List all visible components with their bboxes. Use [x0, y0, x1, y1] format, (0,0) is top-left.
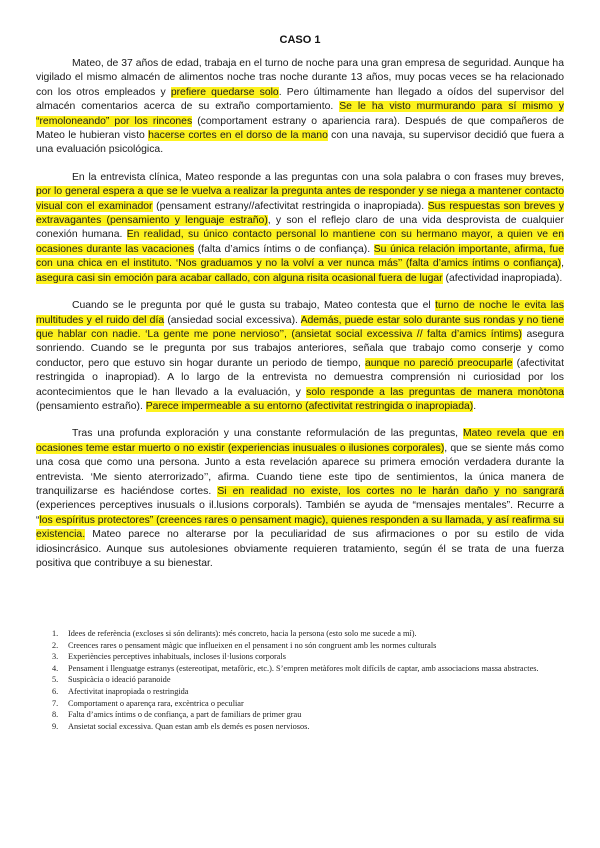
- list-item: [52, 698, 572, 710]
- text-run: (ansiedad social excessiva).: [164, 314, 301, 326]
- highlighted-text: asegura casi sin emoción para acabar callado, con alguna risita ocasional fuera de lugar: [36, 272, 443, 284]
- text-run: (falta d’amics íntims o de confiança).: [194, 243, 374, 255]
- highlighted-text: turno de noche le evita las multitudes y el ruido del día: [36, 300, 565, 326]
- text-run: , y son el reflejo claro de una vida desprovista de cualquier conexión humana.: [36, 215, 564, 241]
- text-run: , que se siente más como una cosa que como una persona. Junto a esta revelación aparece su primera emoción verdadera durante la entrevista. ‘Me siento aterrorizado’’, afirma. Cuando tiene este tipo de sentimientos, la única manera de tranquilizarse es haciéndose cortes.: [36, 442, 564, 497]
- item-text: Falta d’amics íntims o de confiança, a part de familiars de primer grau: [68, 710, 302, 720]
- text-run: Tras una profunda exploración y una constante reformulación de las preguntas,: [72, 428, 464, 440]
- text-run: (afectividad inapropiada).: [442, 272, 563, 284]
- highlighted-text: hacerse cortes en el dorso de la mano: [148, 130, 328, 142]
- text-run: (comportament estrany o apariencia rara). Después de que compañeros de Mateo le hubieran visto: [36, 115, 564, 142]
- highlighted-text: Mateo revela que en ocasiones teme estar muerto o no existir (experiencias inusuales o ilusiones corporales): [36, 428, 564, 454]
- highlighted-text: aunque no pareció preocuparle: [364, 357, 513, 369]
- highlighted-text: los espíritus protectores” (creences rares o pensament magic), quienes responden a su llamada, y así reafirma su existencia.: [36, 514, 564, 541]
- item-text: Comportament o aparença rara, excèntrica o peculiar: [68, 698, 244, 708]
- text-run: Mateo, de 37 años de edad, trabaja en el turno de noche para una gran empresa de seguridad. Aunque ha vigilado el mismo almacén de alimentos noche tras noche durante 13 años, muy pocas veces se ha relacionado con los otros empleados y: [36, 58, 564, 98]
- item-text: Experiències perceptives inhabituals, incloses il·lusions corporals: [68, 652, 286, 662]
- highlighted-text: Parece impermeable a su entorno (afectivitat restringida o inapropiada): [145, 400, 474, 412]
- item-text: Ansietat social excessiva. Quan estan amb els demés es posen nerviosos.: [68, 721, 310, 731]
- criteria-list: [52, 628, 572, 732]
- list-item: [52, 686, 572, 698]
- highlighted-text: Se le ha visto murmurando para sí mismo y “remoloneando” por los rincones: [36, 101, 564, 127]
- item-number: 3.: [52, 652, 59, 662]
- text-run: Mateo parece no alterarse por la peculiaridad de sus afirmaciones o por su estilo de vida idiosincrásico. Aunque sus autolesiones obviamente requieren tratamiento, según él se trata de una fuerza positiva que contribuye a su bienestar.: [36, 529, 564, 569]
- text-run: Cuando se le pregunta por qué le gusta su trabajo, Mateo contesta que el: [72, 300, 436, 312]
- item-text: Suspicàcia o ideació paranoide: [68, 675, 171, 685]
- list-item: [52, 628, 572, 640]
- item-number: 7.: [52, 698, 59, 708]
- page-title: CASO 1: [279, 34, 321, 46]
- paragraph-1: [36, 57, 564, 158]
- item-text: Pensament i llenguatge estranys (estereotipat, metafòric, etc.). S’empren metàfores molt difícils de captar, amb associacions massa abstractes.: [68, 663, 539, 673]
- list-item: [52, 674, 572, 686]
- item-number: 4.: [52, 663, 59, 673]
- item-number: 6.: [52, 686, 59, 696]
- highlighted-text: por lo general espera a que se le vuelva a realizar la pregunta antes de responder y se niega a mantener contacto visual con el examinador: [36, 186, 564, 212]
- item-text: Afectivitat inapropiada o restringida: [68, 686, 189, 696]
- text-run: .: [473, 400, 477, 412]
- item-number: 5.: [52, 675, 59, 685]
- item-text: Creences rares o pensament màgic que influeixen en el pensament i no són congruent amb les normes culturals: [68, 640, 437, 650]
- highlighted-text: Si en realidad no existe, los cortes no le harán daño y no sangrará: [217, 485, 564, 497]
- list-item: [52, 663, 572, 675]
- text-run: ,: [561, 258, 564, 270]
- item-text: Idees de referència (excloses si són delirants): més concreto, hacia la persona (esto solo me sucede a mí).: [68, 629, 417, 638]
- paragraph-2: [36, 171, 564, 286]
- highlighted-text: Además, puede estar solo durante sus rondas y no tiene que hablar con nadie. ‘La gente me pone nervioso’’, (ansietat social excessiva // falta d’amics íntims): [36, 314, 564, 340]
- text-run: con una navaja, su supervisor decidió que fuera a una evaluación psicológica.: [36, 130, 564, 156]
- text-run: (pensament estrany//afectivitat restringida o inapropiada).: [152, 200, 428, 212]
- text-run: (afectivitat restringida o inapropiad). A lo largo de la entrevista no demuestra comprensión ni curiosidad por los acontecimientos que le han llevado a la evaluación, y: [36, 357, 564, 398]
- text-run: asegura sonriendo. Cuando se le pregunta por sus trabajos anteriores, señala que trabajo como conserje y como conductor, pero que estuvo sin hogar durante un periodo de tiempo,: [36, 328, 564, 369]
- highlighted-text: Su única relación importante, afirma, fue con una chica en el instituto. ‘Nos graduamos y no la volví a ver nunca más’’ (falta d’amics íntims o confiança): [36, 243, 564, 270]
- paragraph-3: [36, 299, 564, 414]
- list-item: [52, 709, 572, 721]
- highlighted-text: En realidad, su único contacto personal lo mantiene con su hermano mayor, a quien ve en ocasiones durante las vacaciones: [36, 229, 564, 255]
- case-body: [36, 57, 564, 584]
- paragraph-4: [36, 427, 564, 571]
- item-number: 1.: [52, 629, 59, 638]
- list-item: [52, 651, 572, 663]
- item-number: 8.: [52, 710, 59, 720]
- highlighted-text: Sus respuestas son breves y extravagantes (pensamiento y lenguaje estraño): [36, 200, 564, 227]
- text-run: En la entrevista clínica, Mateo responde a las preguntas con una sola palabra o con frases muy breves,: [72, 171, 564, 183]
- text-run: (pensamiento estraño).: [36, 400, 146, 412]
- item-number: 9.: [52, 721, 59, 731]
- text-run: (experiences perceptives inusuals o il.lusions corporals). También se ayuda de “mensajes mentales”. Recurre a “: [36, 500, 564, 526]
- highlighted-text: prefiere quedarse solo: [170, 86, 279, 98]
- list-item: [52, 721, 572, 733]
- list-item: [52, 640, 572, 652]
- text-run: . Pero últimamente han llegado a oídos del supervisor del almacén comentarios acerca de su extraño comportamiento.: [36, 86, 564, 113]
- highlighted-text: solo responde a las preguntas de manera monòtona: [306, 386, 564, 398]
- item-number: 2.: [52, 640, 59, 650]
